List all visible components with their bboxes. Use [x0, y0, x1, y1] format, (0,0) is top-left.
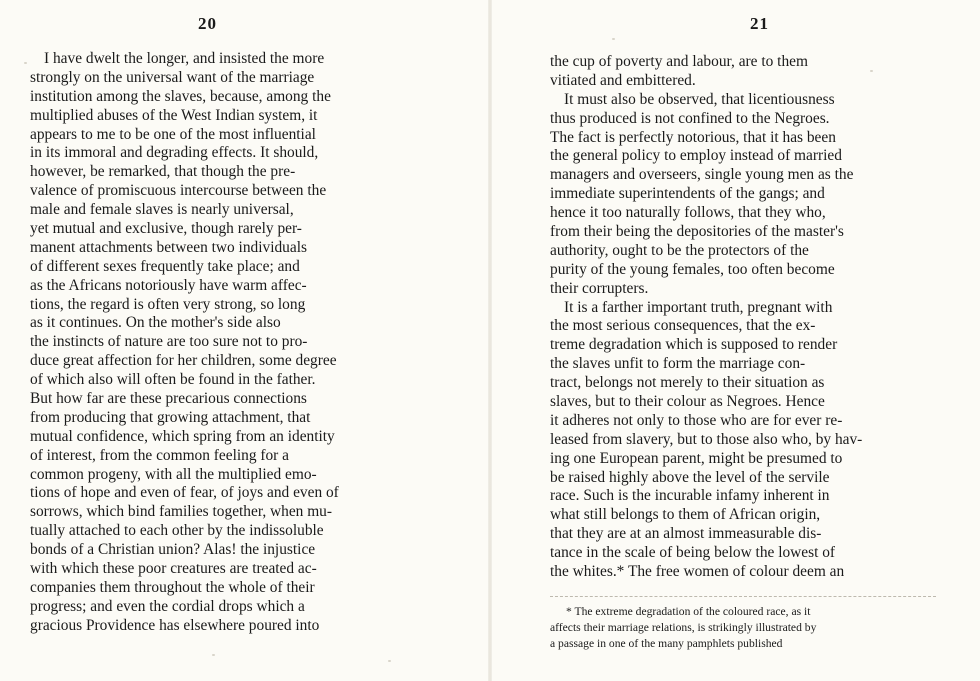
text-line: from producing that growing attachment, that [30, 408, 311, 426]
text-line: from their being the depositories of the master's [550, 223, 844, 241]
text-line: common progeny, with all the multiplied emo- [30, 465, 317, 483]
text-line: of different sexes frequently take place; and [30, 257, 300, 275]
text-line: that they are at an almost immeasurable dis- [550, 525, 822, 543]
text-line: vitiated and embittered. [550, 71, 696, 89]
text-line: thus produced is not confined to the Negroes. [550, 109, 830, 127]
text-line: appears to me to be one of the most influential [30, 125, 316, 143]
text-line: hence it too naturally follows, that they who, [550, 204, 826, 222]
paper-speck [388, 660, 391, 662]
text-line: with which these poor creatures are treated ac- [30, 560, 317, 578]
text-line: slaves, but to their colour as Negroes. Hence [550, 393, 825, 411]
text-line: as it continues. On the mother's side also [30, 314, 281, 332]
text-line: of which also will often be found in the father. [30, 371, 316, 389]
text-line: institution among the slaves, because, among the [30, 87, 331, 105]
text-line: purity of the young females, too often become [550, 260, 835, 278]
left-page-body [30, 50, 422, 636]
text-line: it adheres not only to those who are for ever re- [550, 411, 843, 429]
text-line: what still belongs to them of African origin, [550, 506, 821, 524]
text-line: authority, ought to be the protectors of the [550, 241, 809, 259]
footnote-line: a passage in one of the many pamphlets published [550, 637, 783, 650]
text-line: the whites.* The free women of colour deem an [550, 563, 845, 581]
footnote [550, 604, 942, 652]
text-line: race. Such is the incurable infamy inherent in [550, 487, 830, 505]
text-line: manent attachments between two individuals [30, 238, 307, 256]
text-line: bonds of a Christian union? Alas! the injustice [30, 541, 316, 559]
text-line: companies them throughout the whole of their [30, 578, 315, 596]
text-line: I have dwelt the longer, and insisted the more [44, 50, 325, 67]
text-line: multiplied abuses of the West Indian system, it [30, 106, 318, 124]
text-line: It is a farther important truth, pregnant with [564, 298, 833, 316]
right-page [492, 0, 980, 681]
text-line: But how far are these precarious connections [30, 390, 307, 408]
text-line: their corrupters. [550, 279, 649, 297]
text-line: the slaves unfit to form the marriage con- [550, 355, 806, 373]
text-line: the general policy to employ instead of married [550, 147, 842, 165]
left-page-number: 20 [198, 14, 217, 33]
text-line: as the Africans notoriously have warm affec- [30, 276, 307, 294]
text-line: in its immoral and degrading effects. It should, [30, 144, 319, 162]
text-line: be raised highly above the level of the servile [550, 468, 830, 486]
text-line: progress; and even the cordial drops which a [30, 597, 305, 615]
text-line: valence of promiscuous intercourse between the [30, 182, 327, 200]
left-page [0, 0, 488, 681]
text-line: tance in the scale of being below the lowest of [550, 544, 836, 562]
text-line: tract, belongs not merely to their situation as [550, 374, 825, 392]
text-line: leased from slavery, but to those also who, by hav- [550, 430, 863, 448]
text-line: sorrows, which bind families together, when mu- [30, 503, 333, 521]
paper-speck [212, 654, 215, 656]
footnote-divider [550, 596, 936, 597]
right-page-number: 21 [750, 14, 769, 33]
text-line: duce great affection for her children, some degree [30, 352, 337, 370]
text-line: immediate superintendents of the gangs; and [550, 185, 825, 203]
text-line: tions, the regard is often very strong, so long [30, 295, 306, 313]
text-line: managers and overseers, single young men as the [550, 166, 854, 184]
paper-speck [870, 70, 873, 72]
text-line: the most serious consequences, that the ex- [550, 317, 816, 335]
text-line: mutual confidence, which spring from an identity [30, 427, 335, 445]
text-line: yet mutual and exclusive, though rarely per- [30, 220, 302, 238]
text-line: tually attached to each other by the indissoluble [30, 522, 324, 540]
footnote-line: * The extreme degradation of the coloured race, as it [566, 605, 811, 618]
text-line: however, be remarked, that though the pre- [30, 163, 296, 181]
text-line: ing one European parent, might be presumed to [550, 449, 843, 467]
text-line: The fact is perfectly notorious, that it has been [550, 128, 836, 146]
paper-speck [612, 38, 615, 40]
right-page-body [550, 53, 950, 582]
text-line: the cup of poverty and labour, are to them [550, 53, 808, 70]
text-line: the instincts of nature are too sure not to pro- [30, 333, 308, 351]
text-line: of interest, from the common feeling for a [30, 446, 289, 464]
paper-speck [24, 62, 27, 64]
text-line: gracious Providence has elsewhere poured into [30, 616, 320, 634]
footnote-line: affects their marriage relations, is strikingly illustrated by [550, 621, 817, 634]
text-line: male and female slaves is nearly universal, [30, 201, 294, 219]
text-line: tions of hope and even of fear, of joys and even of [30, 484, 339, 502]
text-line: treme degradation which is supposed to render [550, 336, 838, 354]
text-line: strongly on the universal want of the marriage [30, 68, 315, 86]
text-line: It must also be observed, that licentiousness [564, 90, 835, 108]
